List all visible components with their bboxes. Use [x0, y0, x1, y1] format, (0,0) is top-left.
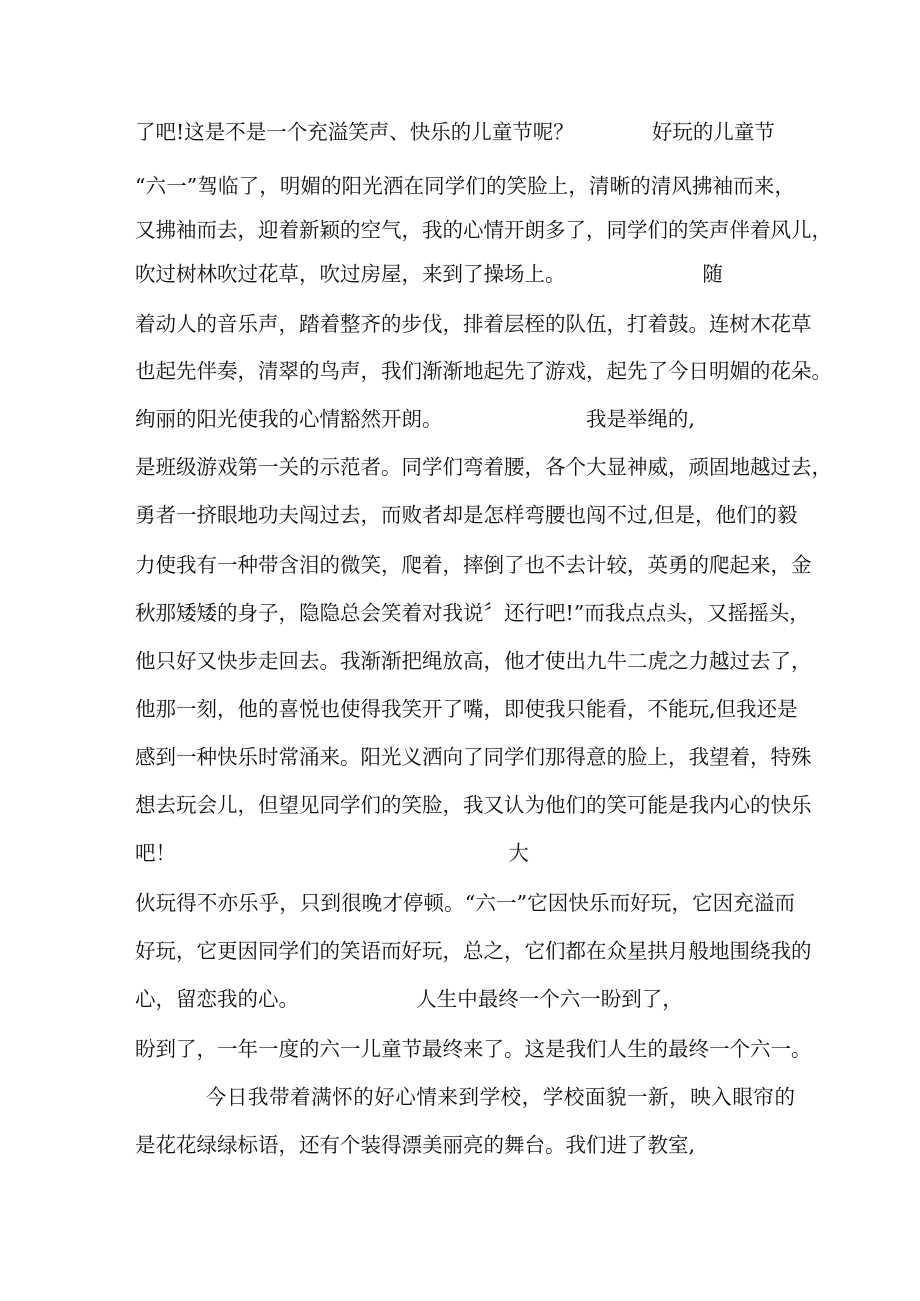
text-line: 心，留恋我的心。 人生中最终一个六一盼到了，	[135, 987, 683, 1011]
text-line: 想去玩会儿，但望见同学们的笑脸，我又认为他们的笑可能是我内心的快乐	[135, 793, 812, 817]
text-line: 盼到了，一年一度的六一儿童节最终来了。这是我们人生的最终一个六一。	[135, 1037, 812, 1061]
text-line: 今日我带着满怀的好心情来到学校，学校面貌一新，映入眼帘的	[135, 1085, 795, 1109]
text-line: 吹过树林吹过花草，吹过房屋，来到了操场上。 随	[135, 262, 723, 286]
text-line: 好玩，它更因同学们的笑语而好玩，总之，它们都在众星拱月般地围绕我的	[135, 939, 812, 963]
text-line: 是班级游戏第一关的示范者。同学们弯着腰，各个大显神威，顽固地越过去，	[135, 455, 832, 479]
text-line: 秋那矮矮的身子，隐隐总会笑着对我说〞还行吧!”而我点点头，又摇摇头，	[135, 601, 810, 625]
text-line: 他只好又快步走回去。我渐渐把绳放高，他才使出九牛二虎之力越过去了，	[135, 649, 812, 673]
text-line: 是花花绿绿标语，还有个装得漂美丽亮的舞台。我们进了教室,	[135, 1133, 696, 1157]
text-line: 伙玩得不亦乐乎，只到很晚才停顿。“六一”它因快乐而好玩，它因充溢而	[135, 891, 795, 915]
text-line: 着动人的音乐声，踏着整齐的步伐，排着层桎的队伍，打着鼓。连树木花草	[135, 312, 812, 336]
text-line: 也起先伴奏，清翠的鸟声，我们渐渐地起先了游戏，起先了今日明媚的花朵。	[135, 359, 832, 383]
text-line: 绚丽的阳光使我的心情豁然开朗。 我是举绳的,	[135, 407, 695, 431]
text-line: 他那一刻，他的喜悦也使得我笑开了嘴，即使我只能看，不能玩,但我还是	[135, 697, 798, 721]
text-line: 又拂袖而去，迎着新颖的空气，我的心情开朗多了，同学们的笑声伴着风儿，	[135, 218, 832, 242]
text-line: 力使我有一种带含泪的微笑，爬着，摔倒了也不去计较，英勇的爬起来，金	[135, 553, 812, 577]
text-line: 勇者一挤眼地功夫闯过去，而败者却是怎样弯腰也闯不过,但是，他们的毅	[135, 503, 798, 527]
text-line: “六一”驾临了，明媚的阳光洒在同学们的笑脸上，清晰的清风拂袖而来，	[135, 174, 795, 198]
text-line: 了吧!这是不是一个充溢笑声、快乐的儿童节呢？ 好玩的儿童节	[135, 120, 775, 144]
text-line: 感到一种快乐时常涌来。阳光义洒向了同学们那得意的脸上，我望着，特殊	[135, 745, 812, 769]
text-line: 吧！ 大	[135, 841, 529, 865]
